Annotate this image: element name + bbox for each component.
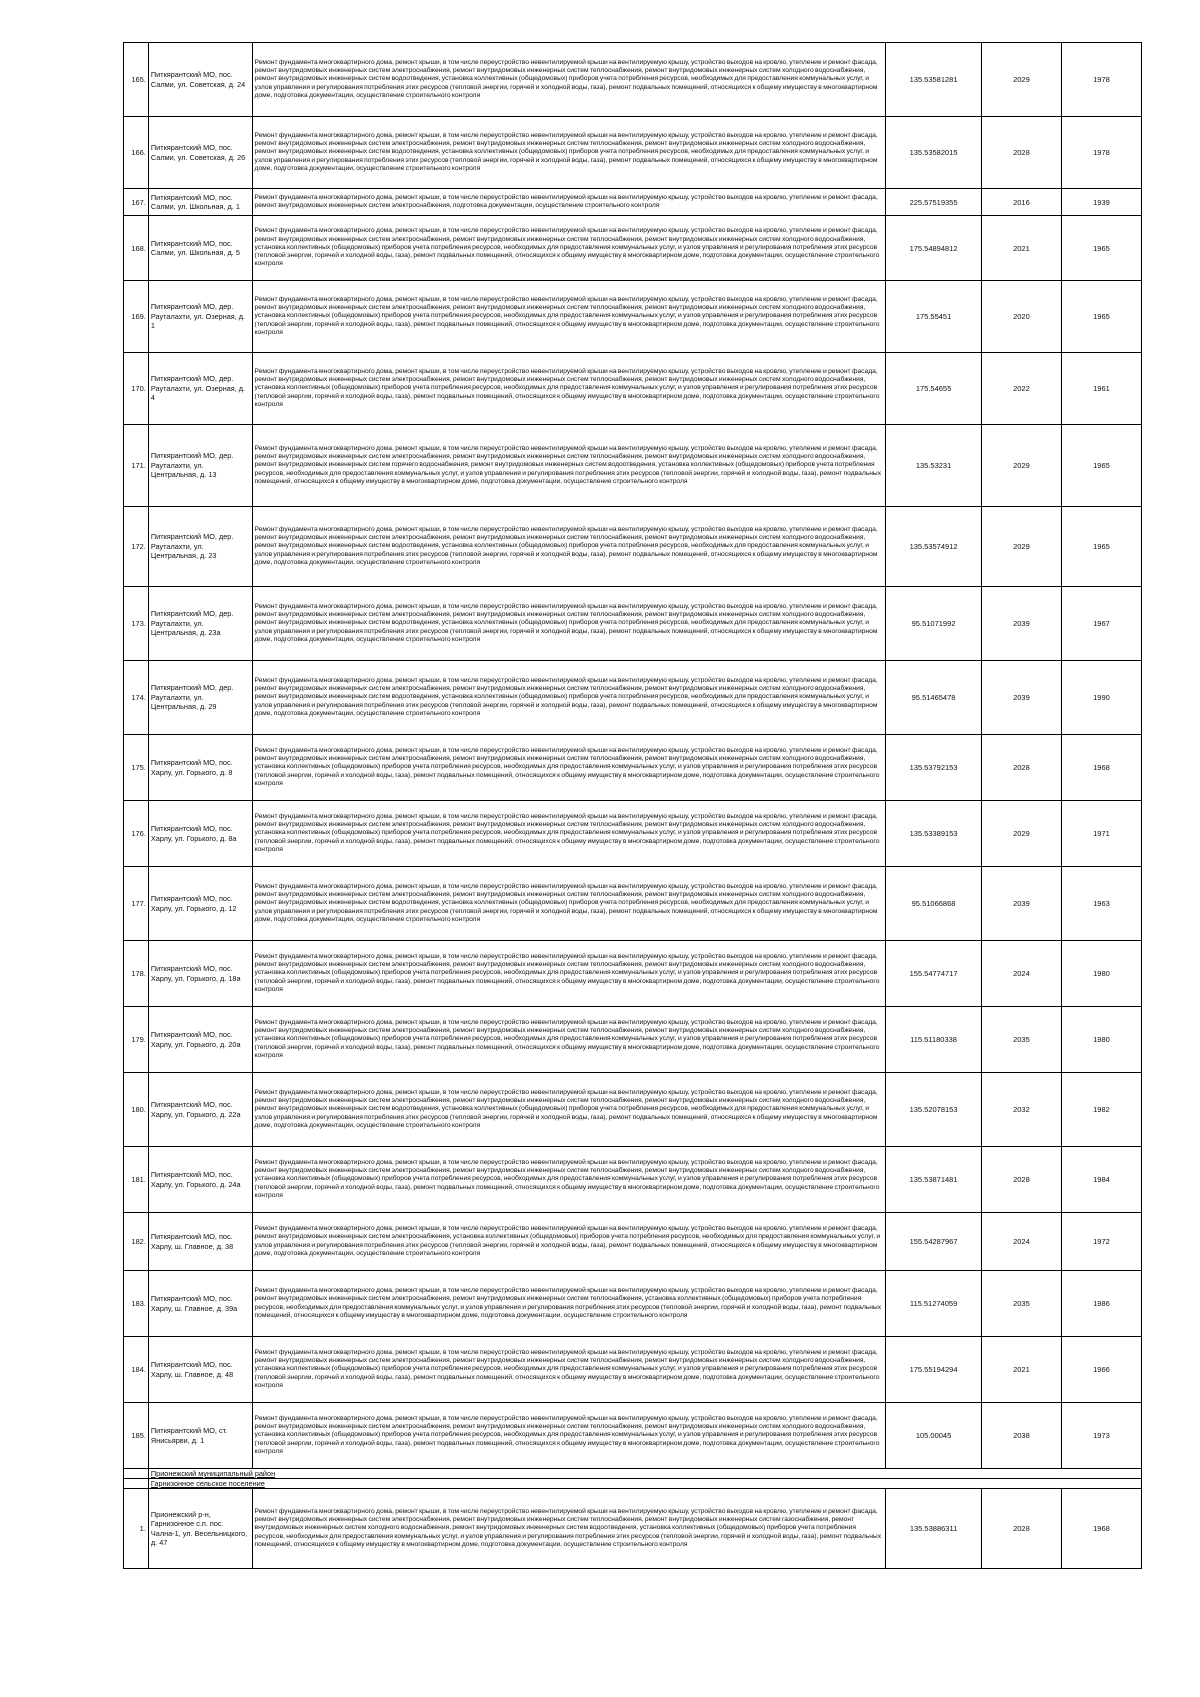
build-year-cell: 1984 bbox=[1061, 1147, 1141, 1213]
address-cell: Питкярантский МО, дер. Рауталахти, ул. Центральная, д. 13 bbox=[148, 425, 252, 507]
cost-cell: 135.53581281 bbox=[886, 43, 982, 117]
planned-year-cell: 2032 bbox=[981, 1073, 1061, 1147]
cost-cell: 115.51274059 bbox=[886, 1271, 982, 1337]
row-number: 176. bbox=[124, 801, 149, 867]
build-year-cell: 1968 bbox=[1061, 1489, 1141, 1569]
cost-cell: 135.53871481 bbox=[886, 1147, 982, 1213]
section-row bbox=[124, 1469, 1142, 1479]
address-cell: Питкярантский МО, дер. Рауталахти, ул. Озерная, д. 4 bbox=[148, 353, 252, 425]
row-number: 175. bbox=[124, 735, 149, 801]
address-cell: Питкярантский МО, пос. Салми, ул. Советская, д. 26 bbox=[148, 117, 252, 189]
build-year-cell: 1966 bbox=[1061, 1337, 1141, 1403]
works-cell: Ремонт фундамента многоквартирного дома, ремонт крыши, в том числе переустройство невентилируемой крыши на вентилируемую крышу, устройство выходов на кровлю, утепление и ремонт фасада, ремонт внутридомовых инженерных систем электроснабжения, ремонт внутридомовых инженерных систем теплоснабжения, ремонт внутридомовых инженерных систем холодного водоснабжения, установка коллективных (общедомовых) приборов учета потребления ресурсов, необходимых для предоставления коммунальных услуг, и узлов управления и регулирования потребления этих ресурсов (тепловой энергии, горячей и холодной воды, газа), ремонт подвальных помещений, относящихся к общему имуществу в многоквартирном доме, подготовка документации, осуществление строительного контроля bbox=[252, 281, 886, 353]
address-cell: Питкярантский МО, дер. Рауталахти, ул. Озерная, д. 1 bbox=[148, 281, 252, 353]
address-cell: Питкярантский МО, дер. Рауталахти, ул. Центральная, д. 23 bbox=[148, 507, 252, 587]
cost-cell: 95.51066868 bbox=[886, 867, 982, 941]
build-year-cell: 1980 bbox=[1061, 941, 1141, 1007]
table-row bbox=[124, 216, 1142, 281]
table-row bbox=[124, 1403, 1142, 1469]
cost-cell: 135.53582015 bbox=[886, 117, 982, 189]
planned-year-cell: 2035 bbox=[981, 1007, 1061, 1073]
cost-cell: 135.52078153 bbox=[886, 1073, 982, 1147]
planned-year-cell: 2028 bbox=[981, 117, 1061, 189]
planned-year-cell: 2016 bbox=[981, 189, 1061, 216]
planned-year-cell: 2039 bbox=[981, 661, 1061, 735]
build-year-cell: 1980 bbox=[1061, 1007, 1141, 1073]
build-year-cell: 1982 bbox=[1061, 1073, 1141, 1147]
section-title bbox=[148, 1479, 1141, 1489]
works-cell: Ремонт фундамента многоквартирного дома, ремонт крыши, в том числе переустройство невентилируемой крыши на вентилируемую крышу, устройство выходов на кровлю, утепление и ремонт фасада, ремонт внутридомовых инженерных систем электроснабжения, ремонт внутридомовых инженерных систем теплоснабжения, ремонт внутридомовых инженерных систем холодного водоснабжения, ремонт внутридомовых инженерных систем водоотведения, установка коллективных (общедомовых) приборов учета потребления ресурсов, необходимых для предоставления коммунальных услуг, и узлов управления и регулирования потребления этих ресурсов (тепловой энергии, горячей и холодной воды, газа), ремонт подвальных помещений, относящихся к общему имуществу в многоквартирном доме, подготовка документации, осуществление строительного контроля bbox=[252, 587, 886, 661]
row-number: 165. bbox=[124, 43, 149, 117]
build-year-cell: 1990 bbox=[1061, 661, 1141, 735]
planned-year-cell: 2039 bbox=[981, 867, 1061, 941]
works-cell: Ремонт фундамента многоквартирного дома, ремонт крыши, в том числе переустройство невентилируемой крыши на вентилируемую крышу, устройство выходов на кровлю, утепление и ремонт фасада, ремонт внутридомовых инженерных систем электроснабжения, подготовка документации, осуществление строительного контроля bbox=[252, 189, 886, 216]
build-year-cell: 1968 bbox=[1061, 735, 1141, 801]
cost-cell: 225.57519355 bbox=[886, 189, 982, 216]
row-number: 179. bbox=[124, 1007, 149, 1073]
works-cell: Ремонт фундамента многоквартирного дома, ремонт крыши, в том числе переустройство невентилируемой крыши на вентилируемую крышу, устройство выходов на кровлю, утепление и ремонт фасада, ремонт внутридомовых инженерных систем электроснабжения, ремонт внутридомовых инженерных систем теплоснабжения, ремонт внутридомовых инженерных систем холодного водоснабжения, установка коллективных (общедомовых) приборов учета потребления ресурсов, необходимых для предоставления коммунальных услуг, и узлов управления и регулирования потребления этих ресурсов (тепловой энергии, горячей и холодной воды, газа), ремонт подвальных помещений, относящихся к общему имуществу в многоквартирном доме, подготовка документации, осуществление строительного контроля bbox=[252, 1147, 886, 1213]
works-cell: Ремонт фундамента многоквартирного дома, ремонт крыши, в том числе переустройство невентилируемой крыши на вентилируемую крышу, устройство выходов на кровлю, утепление и ремонт фасада, ремонт внутридомовых инженерных систем электроснабжения, ремонт внутридомовых инженерных систем теплоснабжения, ремонт внутридомовых инженерных систем холодного водоснабжения, установка коллективных (общедомовых) приборов учета потребления ресурсов, необходимых для предоставления коммунальных услуг, и узлов управления и регулирования потребления этих ресурсов (тепловой энергии, горячей и холодной воды, газа), ремонт подвальных помещений, относящихся к общему имуществу в многоквартирном доме, подготовка документации, осуществление строительного контроля bbox=[252, 941, 886, 1007]
table-row bbox=[124, 117, 1142, 189]
row-number: 174. bbox=[124, 661, 149, 735]
works-cell: Ремонт фундамента многоквартирного дома, ремонт крыши, в том числе переустройство невентилируемой крыши на вентилируемую крышу, устройство выходов на кровлю, утепление и ремонт фасада, ремонт внутридомовых инженерных систем электроснабжения, установка коллективных (общедомовых) приборов учета потребления ресурсов, необходимых для предоставления коммунальных услуг, и узлов управления и регулирования потребления этих ресурсов (тепловой энергии, горячей и холодной воды, газа), ремонт подвальных помещений, относящихся к общему имуществу в многоквартирном доме, подготовка документации, осуществление строительного контроля bbox=[252, 1213, 886, 1271]
table-row bbox=[124, 941, 1142, 1007]
planned-year-cell: 2035 bbox=[981, 1271, 1061, 1337]
address-cell: Питкярантский МО, пос. Харлу, ул. Горького, д. 18а bbox=[148, 941, 252, 1007]
section-label: Гарнизонное сельское поселение bbox=[150, 1479, 265, 1488]
build-year-cell: 1978 bbox=[1061, 117, 1141, 189]
works-cell: Ремонт фундамента многоквартирного дома, ремонт крыши, в том числе переустройство невентилируемой крыши на вентилируемую крышу, устройство выходов на кровлю, утепление и ремонт фасада, ремонт внутридомовых инженерных систем электроснабжения, ремонт внутридомовых инженерных систем теплоснабжения, ремонт внутридомовых инженерных систем холодного водоснабжения, ремонт внутридомовых инженерных систем водоотведения, установка коллективных (общедомовых) приборов учета потребления ресурсов, необходимых для предоставления коммунальных услуг, и узлов управления и регулирования потребления этих ресурсов (тепловой энергии, горячей и холодной воды, газа), ремонт подвальных помещений, относящихся к общему имуществу в многоквартирном доме, подготовка документации, осуществление строительного контроля bbox=[252, 507, 886, 587]
build-year-cell: 1973 bbox=[1061, 1403, 1141, 1469]
cost-cell: 135.53574912 bbox=[886, 507, 982, 587]
cost-cell: 105.00045 bbox=[886, 1403, 982, 1469]
row-number: 172. bbox=[124, 507, 149, 587]
build-year-cell: 1965 bbox=[1061, 281, 1141, 353]
address-cell: Питкярантский МО, пос. Харлу, ш. Главное, д. 39а bbox=[148, 1271, 252, 1337]
build-year-cell: 1967 bbox=[1061, 587, 1141, 661]
table-row bbox=[124, 189, 1142, 216]
cost-cell: 155.54287967 bbox=[886, 1213, 982, 1271]
works-cell: Ремонт фундамента многоквартирного дома, ремонт крыши, в том числе переустройство невентилируемой крыши на вентилируемую крышу, устройство выходов на кровлю, утепление и ремонт фасада, ремонт внутридомовых инженерных систем электроснабжения, ремонт внутридомовых инженерных систем теплоснабжения, установка коллективных (общедомовых) приборов учета потребления ресурсов, необходимых для предоставления коммунальных услуг, и узлов управления и регулирования потребления этих ресурсов (тепловой энергии, горячей и холодной воды, газа), ремонт подвальных помещений, относящихся к общему имуществу в многоквартирном доме, подготовка документации, осуществление строительного контроля bbox=[252, 1271, 886, 1337]
planned-year-cell: 2022 bbox=[981, 353, 1061, 425]
table-row bbox=[124, 801, 1142, 867]
address-cell: Питкярантский МО, пос. Салми, ул. Школьная, д. 1 bbox=[148, 189, 252, 216]
planned-year-cell: 2038 bbox=[981, 1403, 1061, 1469]
table-row bbox=[124, 1271, 1142, 1337]
address-cell: Питкярантский МО, пос. Харлу, ул. Горького, д. 12 bbox=[148, 867, 252, 941]
works-cell: Ремонт фундамента многоквартирного дома, ремонт крыши, в том числе переустройство невентилируемой крыши на вентилируемую крышу, устройство выходов на кровлю, утепление и ремонт фасада, ремонт внутридомовых инженерных систем электроснабжения, ремонт внутридомовых инженерных систем теплоснабжения, ремонт внутридомовых инженерных систем холодного водоснабжения, ремонт внутридомовых инженерных систем горячего водоснабжения, ремонт внутридомовых инженерных систем водоотведения, установка коллективных (общедомовых) приборов учета потребления ресурсов, необходимых для предоставления коммунальных услуг, и узлов управления и регулирования потребления этих ресурсов (тепловой энергии, горячей и холодной воды, газа), ремонт подвальных помещений, относящихся к общему имуществу в многоквартирном доме, подготовка документации, осуществление строительного контроля bbox=[252, 425, 886, 507]
row-number: 185. bbox=[124, 1403, 149, 1469]
address-cell: Питкярантский МО, пос. Салми, ул. Школьная, д. 5 bbox=[148, 216, 252, 281]
row-number: 178. bbox=[124, 941, 149, 1007]
planned-year-cell: 2029 bbox=[981, 425, 1061, 507]
row-number: 167. bbox=[124, 189, 149, 216]
cost-cell: 155.54774717 bbox=[886, 941, 982, 1007]
address-cell: Питкярантский МО, пос. Салми, ул. Советская, д. 24 bbox=[148, 43, 252, 117]
address-cell: Питкярантский МО, пос. Харлу, ш. Главное, д. 48 bbox=[148, 1337, 252, 1403]
table-row bbox=[124, 281, 1142, 353]
table-row bbox=[124, 507, 1142, 587]
capital-repair-table bbox=[123, 42, 1142, 1569]
works-cell: Ремонт фундамента многоквартирного дома, ремонт крыши, в том числе переустройство невентилируемой крыши на вентилируемую крышу, устройство выходов на кровлю, утепление и ремонт фасада, ремонт внутридомовых инженерных систем электроснабжения, ремонт внутридомовых инженерных систем теплоснабжения, ремонт внутридомовых инженерных систем холодного водоснабжения, ремонт внутридомовых инженерных систем водоотведения, установка коллективных (общедомовых) приборов учета потребления ресурсов, необходимых для предоставления коммунальных услуг, и узлов управления и регулирования потребления этих ресурсов (тепловой энергии, горячей и холодной воды, газа), ремонт подвальных помещений, относящихся к общему имуществу в многоквартирном доме, подготовка документации, осуществление строительного контроля bbox=[252, 661, 886, 735]
build-year-cell: 1963 bbox=[1061, 867, 1141, 941]
row-number: 181. bbox=[124, 1147, 149, 1213]
works-cell: Ремонт фундамента многоквартирного дома, ремонт крыши, в том числе переустройство невентилируемой крыши на вентилируемую крышу, устройство выходов на кровлю, утепление и ремонт фасада, ремонт внутридомовых инженерных систем электроснабжения, ремонт внутридомовых инженерных систем теплоснабжения, ремонт внутридомовых инженерных систем холодного водоснабжения, ремонт внутридомовых инженерных систем водоотведения, установка коллективных (общедомовых) приборов учета потребления ресурсов, необходимых для предоставления коммунальных услуг, и узлов управления и регулирования потребления этих ресурсов (тепловой энергии, горячей и холодной воды, газа), ремонт подвальных помещений, относящихся к общему имуществу в многоквартирном доме, подготовка документации, осуществление строительного контроля bbox=[252, 867, 886, 941]
table-row bbox=[124, 1147, 1142, 1213]
works-cell: Ремонт фундамента многоквартирного дома, ремонт крыши, в том числе переустройство невентилируемой крыши на вентилируемую крышу, устройство выходов на кровлю, утепление и ремонт фасада, ремонт внутридомовых инженерных систем электроснабжения, ремонт внутридомовых инженерных систем теплоснабжения, ремонт внутридомовых инженерных систем холодного водоснабжения, установка коллективных (общедомовых) приборов учета потребления ресурсов, необходимых для предоставления коммунальных услуг, и узлов управления и регулирования потребления этих ресурсов (тепловой энергии, горячей и холодной воды, газа), ремонт подвальных помещений, относящихся к общему имуществу в многоквартирном доме, подготовка документации, осуществление строительного контроля bbox=[252, 1007, 886, 1073]
planned-year-cell: 2029 bbox=[981, 801, 1061, 867]
address-cell: Питкярантский МО, дер. Рауталахти, ул. Центральная, д. 23а bbox=[148, 587, 252, 661]
address-cell: Прионежский р-н, Гарнизонное с.п. пос. Чална-1, ул. Весельницкого, д. 47 bbox=[148, 1489, 252, 1569]
row-number: 1. bbox=[124, 1489, 149, 1569]
build-year-cell: 1965 bbox=[1061, 507, 1141, 587]
address-cell: Питкярантский МО, пос. Харлу, ул. Горького, д. 8а bbox=[148, 801, 252, 867]
works-cell: Ремонт фундамента многоквартирного дома, ремонт крыши, в том числе переустройство невентилируемой крыши на вентилируемую крышу, устройство выходов на кровлю, утепление и ремонт фасада, ремонт внутридомовых инженерных систем электроснабжения, ремонт внутридомовых инженерных систем теплоснабжения, ремонт внутридомовых инженерных систем газоснабжения, ремонт внутридомовых инженерных систем холодного водоснабжения, ремонт внутридомовых инженерных систем водоотведения, установка коллективных (общедомовых) приборов учета потребления ресурсов, необходимых для предоставления коммунальных услуг, и узлов управления и регулирования потребления этих ресурсов (тепловой энергии, горячей и холодной воды, газа), ремонт подвальных помещений, относящихся к общему имуществу в многоквартирном доме, подготовка документации, осуществление строительного контроля bbox=[252, 1489, 886, 1569]
row-number: 168. bbox=[124, 216, 149, 281]
cost-cell: 175.54894812 bbox=[886, 216, 982, 281]
section-blank-cell bbox=[124, 1469, 149, 1479]
cost-cell: 175.55194294 bbox=[886, 1337, 982, 1403]
section-label: Прионежский муниципальный район bbox=[150, 1469, 276, 1478]
build-year-cell: 1971 bbox=[1061, 801, 1141, 867]
planned-year-cell: 2029 bbox=[981, 43, 1061, 117]
build-year-cell: 1978 bbox=[1061, 43, 1141, 117]
planned-year-cell: 2028 bbox=[981, 735, 1061, 801]
build-year-cell: 1972 bbox=[1061, 1213, 1141, 1271]
row-number: 182. bbox=[124, 1213, 149, 1271]
works-cell: Ремонт фундамента многоквартирного дома, ремонт крыши, в том числе переустройство невентилируемой крыши на вентилируемую крышу, устройство выходов на кровлю, утепление и ремонт фасада, ремонт внутридомовых инженерных систем электроснабжения, ремонт внутридомовых инженерных систем теплоснабжения, ремонт внутридомовых инженерных систем холодного водоснабжения, установка коллективных (общедомовых) приборов учета потребления ресурсов, необходимых для предоставления коммунальных услуг, и узлов управления и регулирования потребления этих ресурсов (тепловой энергии, горячей и холодной воды, газа), ремонт подвальных помещений, относящихся к общему имуществу в многоквартирном доме, подготовка документации, осуществление строительного контроля bbox=[252, 735, 886, 801]
row-number: 170. bbox=[124, 353, 149, 425]
planned-year-cell: 2024 bbox=[981, 941, 1061, 1007]
table-row bbox=[124, 1337, 1142, 1403]
section-title bbox=[148, 1469, 1141, 1479]
row-number: 183. bbox=[124, 1271, 149, 1337]
works-cell: Ремонт фундамента многоквартирного дома, ремонт крыши, в том числе переустройство невентилируемой крыши на вентилируемую крышу, устройство выходов на кровлю, утепление и ремонт фасада, ремонт внутридомовых инженерных систем электроснабжения, ремонт внутридомовых инженерных систем теплоснабжения, ремонт внутридомовых инженерных систем холодного водоснабжения, установка коллективных (общедомовых) приборов учета потребления ресурсов, необходимых для предоставления коммунальных услуг, и узлов управления и регулирования потребления этих ресурсов (тепловой энергии, горячей и холодной воды, газа), ремонт подвальных помещений, относящихся к общему имуществу в многоквартирном доме, подготовка документации, осуществление строительного контроля bbox=[252, 801, 886, 867]
planned-year-cell: 2020 bbox=[981, 281, 1061, 353]
row-number: 169. bbox=[124, 281, 149, 353]
table-body bbox=[124, 43, 1142, 1569]
table-row bbox=[124, 1213, 1142, 1271]
works-cell: Ремонт фундамента многоквартирного дома, ремонт крыши, в том числе переустройство невентилируемой крыши на вентилируемую крышу, устройство выходов на кровлю, утепление и ремонт фасада, ремонт внутридомовых инженерных систем электроснабжения, ремонт внутридомовых инженерных систем теплоснабжения, ремонт внутридомовых инженерных систем холодного водоснабжения, установка коллективных (общедомовых) приборов учета потребления ресурсов, необходимых для предоставления коммунальных услуг, и узлов управления и регулирования потребления этих ресурсов (тепловой энергии, горячей и холодной воды, газа), ремонт подвальных помещений, относящихся к общему имуществу в многоквартирном доме, подготовка документации, осуществление строительного контроля bbox=[252, 1337, 886, 1403]
section-blank-cell bbox=[124, 1479, 149, 1489]
cost-cell: 95.51071992 bbox=[886, 587, 982, 661]
address-cell: Питкярантский МО, пос. Харлу, ул. Горького, д. 20а bbox=[148, 1007, 252, 1073]
row-number: 171. bbox=[124, 425, 149, 507]
row-number: 184. bbox=[124, 1337, 149, 1403]
build-year-cell: 1965 bbox=[1061, 216, 1141, 281]
table-row bbox=[124, 867, 1142, 941]
table-row bbox=[124, 353, 1142, 425]
planned-year-cell: 2029 bbox=[981, 507, 1061, 587]
build-year-cell: 1961 bbox=[1061, 353, 1141, 425]
row-number: 180. bbox=[124, 1073, 149, 1147]
row-number: 166. bbox=[124, 117, 149, 189]
works-cell: Ремонт фундамента многоквартирного дома, ремонт крыши, в том числе переустройство невентилируемой крыши на вентилируемую крышу, устройство выходов на кровлю, утепление и ремонт фасада, ремонт внутридомовых инженерных систем электроснабжения, ремонт внутридомовых инженерных систем теплоснабжения, ремонт внутридомовых инженерных систем холодного водоснабжения, установка коллективных (общедомовых) приборов учета потребления ресурсов, необходимых для предоставления коммунальных услуг, и узлов управления и регулирования потребления этих ресурсов (тепловой энергии, горячей и холодной воды, газа), ремонт подвальных помещений, относящихся к общему имуществу в многоквартирном доме, подготовка документации, осуществление строительного контроля bbox=[252, 1403, 886, 1469]
address-cell: Питкярантский МО, ст. Янисьярви, д. 1 bbox=[148, 1403, 252, 1469]
table-row bbox=[124, 1073, 1142, 1147]
cost-cell: 135.53792153 bbox=[886, 735, 982, 801]
table-row bbox=[124, 1007, 1142, 1073]
section-row bbox=[124, 1479, 1142, 1489]
works-cell: Ремонт фундамента многоквартирного дома, ремонт крыши, в том числе переустройство невентилируемой крыши на вентилируемую крышу, устройство выходов на кровлю, утепление и ремонт фасада, ремонт внутридомовых инженерных систем электроснабжения, ремонт внутридомовых инженерных систем теплоснабжения, ремонт внутридомовых инженерных систем холодного водоснабжения, ремонт внутридомовых инженерных систем водоотведения, установка коллективных (общедомовых) приборов учета потребления ресурсов, необходимых для предоставления коммунальных услуг, и узлов управления и регулирования потребления этих ресурсов (тепловой энергии, горячей и холодной воды, газа), ремонт подвальных помещений, относящихся к общему имуществу в многоквартирном доме, подготовка документации, осуществление строительного контроля bbox=[252, 1073, 886, 1147]
planned-year-cell: 2039 bbox=[981, 587, 1061, 661]
row-number: 173. bbox=[124, 587, 149, 661]
address-cell: Питкярантский МО, пос. Харлу, ул. Горького, д. 24а bbox=[148, 1147, 252, 1213]
cost-cell: 95.51465478 bbox=[886, 661, 982, 735]
cost-cell: 175.55451 bbox=[886, 281, 982, 353]
cost-cell: 135.53389153 bbox=[886, 801, 982, 867]
row-number: 177. bbox=[124, 867, 149, 941]
planned-year-cell: 2024 bbox=[981, 1213, 1061, 1271]
cost-cell: 135.53886311 bbox=[886, 1489, 982, 1569]
address-cell: Питкярантский МО, дер. Рауталахти, ул. Центральная, д. 29 bbox=[148, 661, 252, 735]
table-row bbox=[124, 587, 1142, 661]
table-row bbox=[124, 43, 1142, 117]
table-row bbox=[124, 661, 1142, 735]
build-year-cell: 1939 bbox=[1061, 189, 1141, 216]
cost-cell: 175.54655 bbox=[886, 353, 982, 425]
planned-year-cell: 2021 bbox=[981, 1337, 1061, 1403]
cost-cell: 115.51180338 bbox=[886, 1007, 982, 1073]
works-cell: Ремонт фундамента многоквартирного дома, ремонт крыши, в том числе переустройство невентилируемой крыши на вентилируемую крышу, устройство выходов на кровлю, утепление и ремонт фасада, ремонт внутридомовых инженерных систем электроснабжения, ремонт внутридомовых инженерных систем теплоснабжения, ремонт внутридомовых инженерных систем холодного водоснабжения, ремонт внутридомовых инженерных систем водоотведения, установка коллективных (общедомовых) приборов учета потребления ресурсов, необходимых для предоставления коммунальных услуг, и узлов управления и регулирования потребления этих ресурсов (тепловой энергии, горячей и холодной воды, газа), ремонт подвальных помещений, относящихся к общему имуществу в многоквартирном доме, подготовка документации, осуществление строительного контроля bbox=[252, 117, 886, 189]
works-cell: Ремонт фундамента многоквартирного дома, ремонт крыши, в том числе переустройство невентилируемой крыши на вентилируемую крышу, устройство выходов на кровлю, утепление и ремонт фасада, ремонт внутридомовых инженерных систем электроснабжения, ремонт внутридомовых инженерных систем теплоснабжения, ремонт внутридомовых инженерных систем холодного водоснабжения, установка коллективных (общедомовых) приборов учета потребления ресурсов, необходимых для предоставления коммунальных услуг, и узлов управления и регулирования потребления этих ресурсов (тепловой энергии, горячей и холодной воды, газа), ремонт подвальных помещений, относящихся к общему имуществу в многоквартирном доме, подготовка документации, осуществление строительного контроля bbox=[252, 353, 886, 425]
planned-year-cell: 2028 bbox=[981, 1489, 1061, 1569]
table-row bbox=[124, 735, 1142, 801]
cost-cell: 135.53231 bbox=[886, 425, 982, 507]
table-row bbox=[124, 425, 1142, 507]
works-cell: Ремонт фундамента многоквартирного дома, ремонт крыши, в том числе переустройство невентилируемой крыши на вентилируемую крышу, устройство выходов на кровлю, утепление и ремонт фасада, ремонт внутридомовых инженерных систем электроснабжения, ремонт внутридомовых инженерных систем теплоснабжения, ремонт внутридомовых инженерных систем холодного водоснабжения, установка коллективных (общедомовых) приборов учета потребления ресурсов, необходимых для предоставления коммунальных услуг, и узлов управления и регулирования потребления этих ресурсов (тепловой энергии, горячей и холодной воды, газа), ремонт подвальных помещений, относящихся к общему имуществу в многоквартирном доме, подготовка документации, осуществление строительного контроля bbox=[252, 216, 886, 281]
address-cell: Питкярантский МО, пос. Харлу, ш. Главное, д. 38 bbox=[148, 1213, 252, 1271]
build-year-cell: 1986 bbox=[1061, 1271, 1141, 1337]
planned-year-cell: 2028 bbox=[981, 1147, 1061, 1213]
works-cell: Ремонт фундамента многоквартирного дома, ремонт крыши, в том числе переустройство невентилируемой крыши на вентилируемую крышу, устройство выходов на кровлю, утепление и ремонт фасада, ремонт внутридомовых инженерных систем электроснабжения, ремонт внутридомовых инженерных систем теплоснабжения, ремонт внутридомовых инженерных систем холодного водоснабжения, ремонт внутридомовых инженерных систем водоотведения, установка коллективных (общедомовых) приборов учета потребления ресурсов, необходимых для предоставления коммунальных услуг, и узлов управления и регулирования потребления этих ресурсов (тепловой энергии, горячей и холодной воды, газа), ремонт подвальных помещений, относящихся к общему имуществу в многоквартирном доме, подготовка документации, осуществление строительного контроля bbox=[252, 43, 886, 117]
planned-year-cell: 2021 bbox=[981, 216, 1061, 281]
address-cell: Питкярантский МО, пос. Харлу, ул. Горького, д. 8 bbox=[148, 735, 252, 801]
build-year-cell: 1965 bbox=[1061, 425, 1141, 507]
table-row bbox=[124, 1489, 1142, 1569]
address-cell: Питкярантский МО, пос. Харлу, ул. Горького, д. 22а bbox=[148, 1073, 252, 1147]
